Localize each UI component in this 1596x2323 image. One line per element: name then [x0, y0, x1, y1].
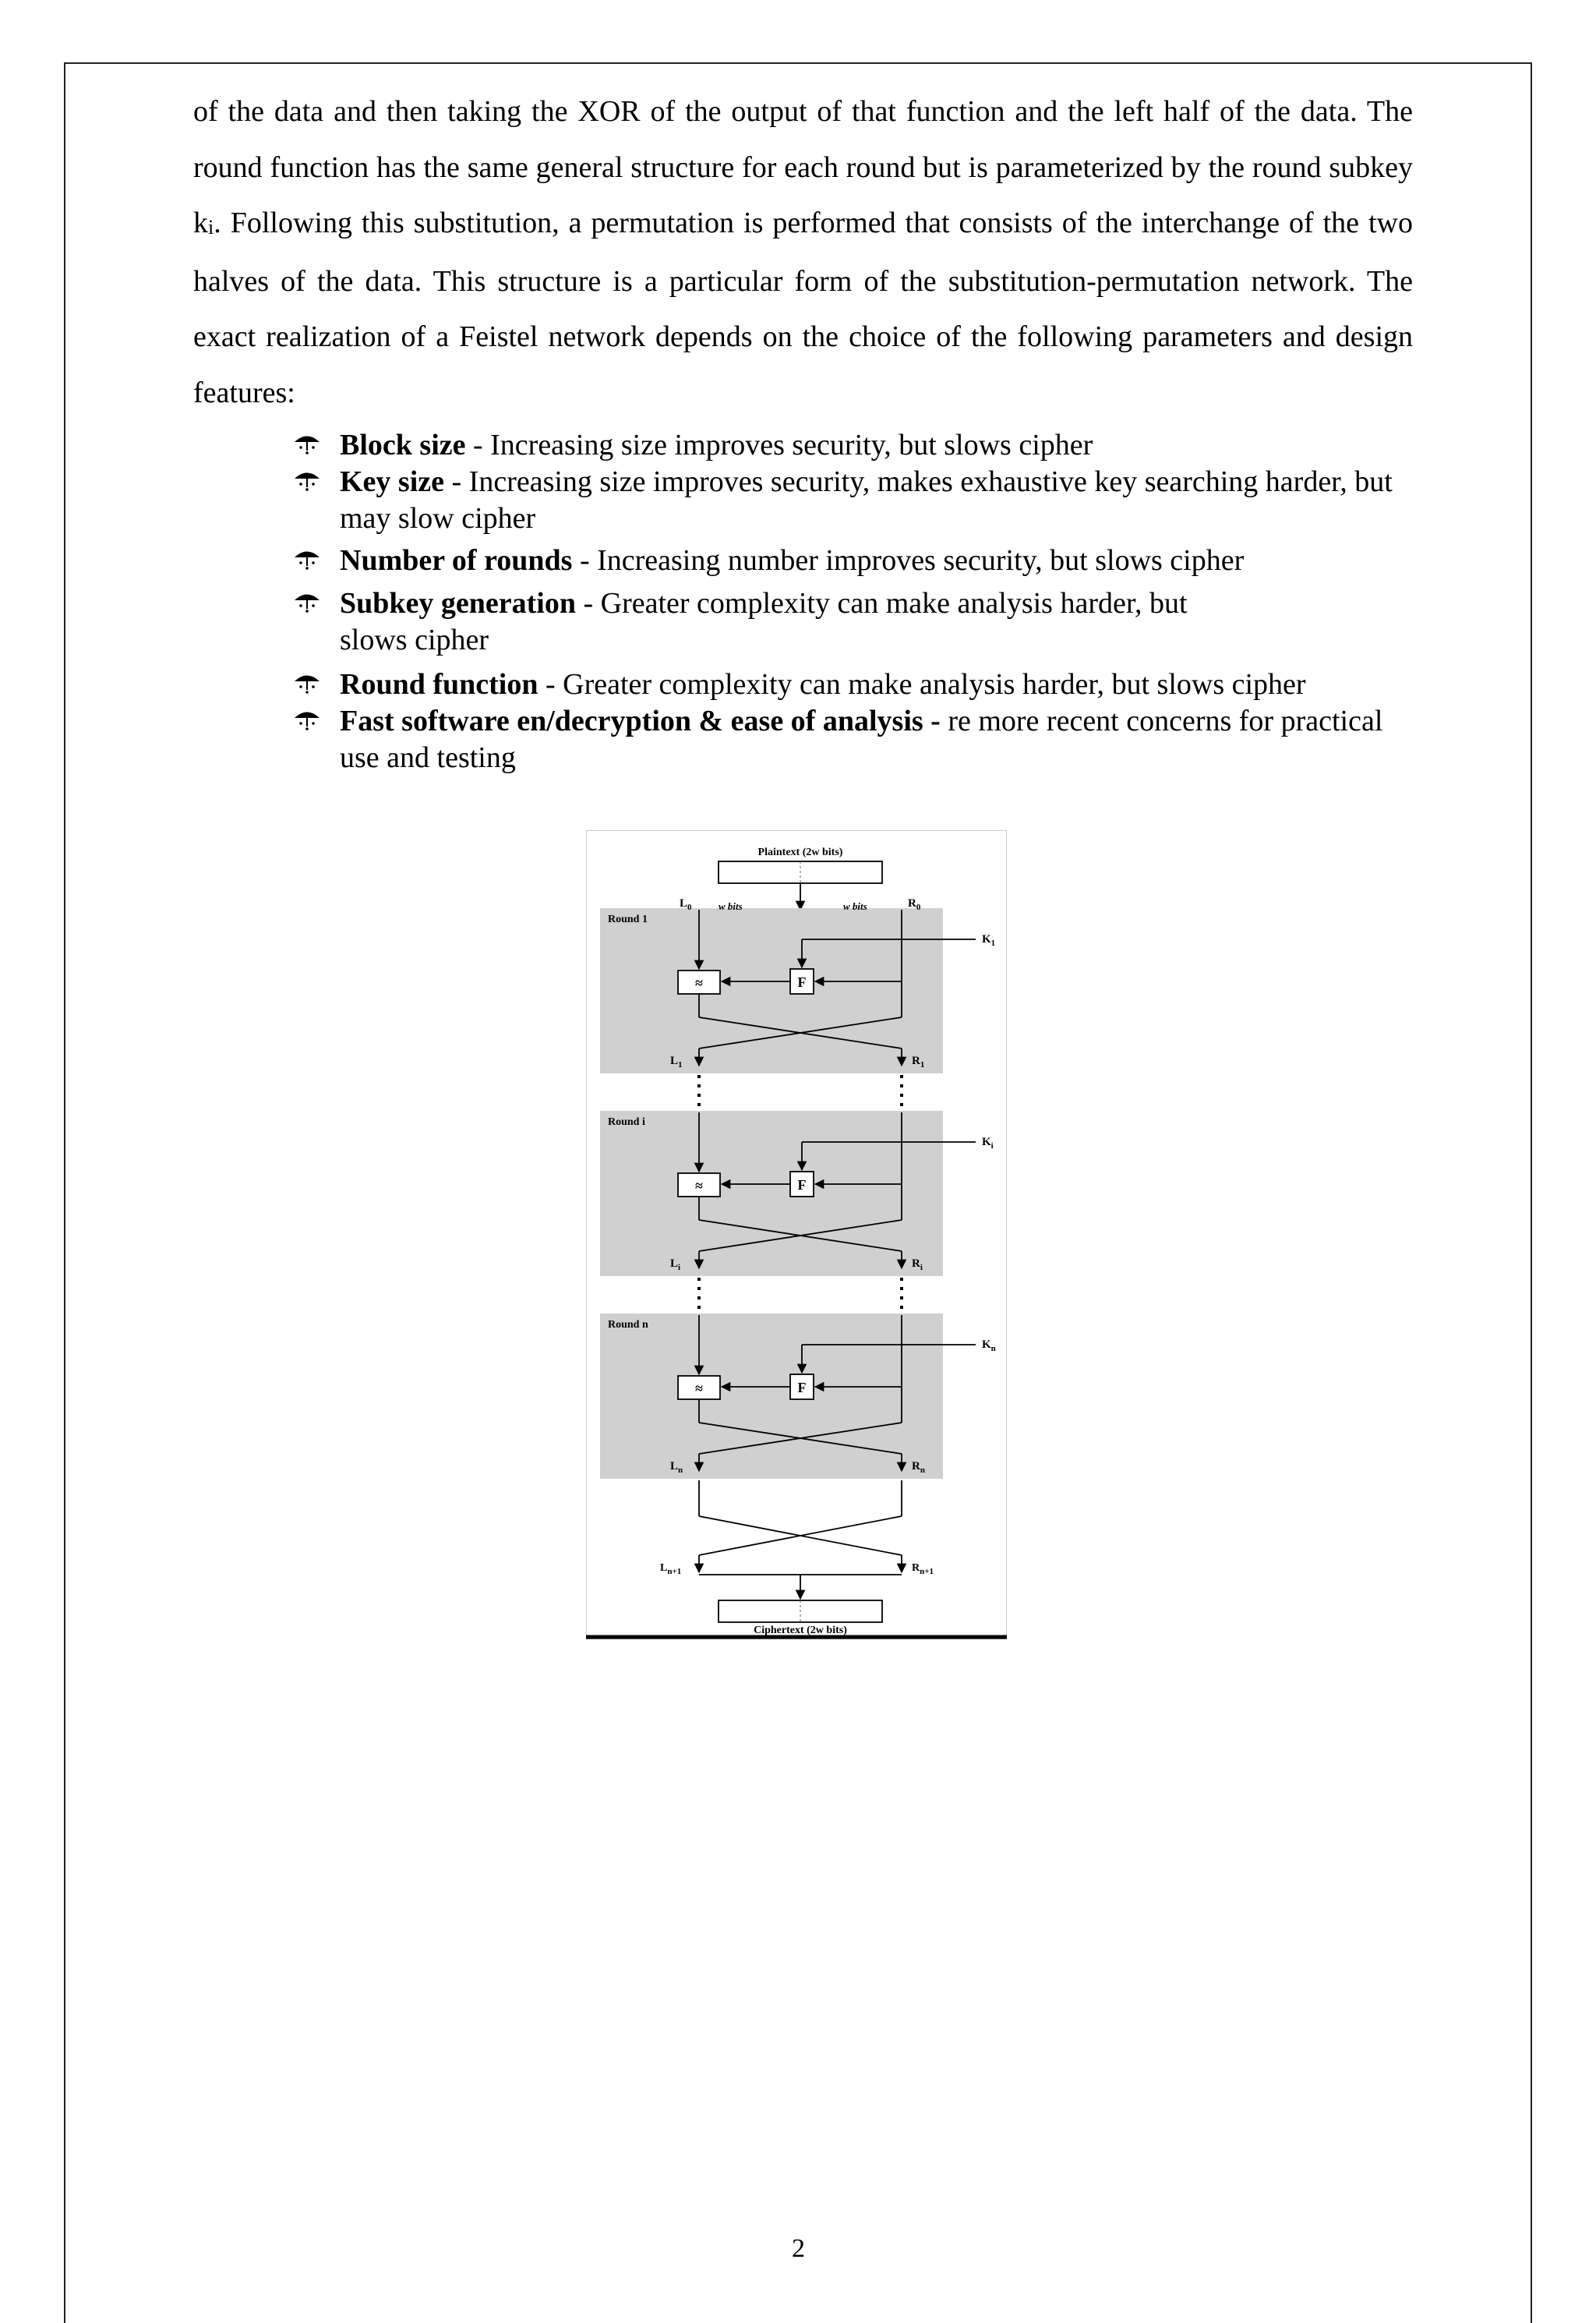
- key-label: $K_n$: [982, 1338, 996, 1353]
- feature-desc: - Greater complexity can make analysis harder, but: [575, 587, 1188, 620]
- feature-desc: - Increasing size improves security, but slows cipher: [465, 429, 1093, 461]
- round-background: [600, 1111, 943, 1276]
- feature-item-block-size: [290, 427, 1420, 464]
- xor-symbol: ≈: [695, 975, 703, 991]
- r0-label: $R_0$: [908, 897, 921, 912]
- ciphertext-label: Ciphertext (2w bits): [754, 1625, 847, 1636]
- feature-term: Number of rounds: [340, 544, 573, 577]
- l-output-label: $L_n$: [670, 1460, 683, 1475]
- feature-desc: - Increasing size improves security, makes exhaustive key searching harder, but may slow cipher: [340, 465, 1393, 535]
- feature-item-round-function: [290, 666, 1420, 703]
- umbrella-bullet-icon: [291, 585, 323, 622]
- feature-desc: - Greater complexity can make analysis harder, but slows cipher: [538, 668, 1306, 701]
- f-label: F: [797, 1177, 807, 1193]
- feature-term: Key size: [340, 465, 445, 498]
- r-output-label: $R_1$: [912, 1055, 925, 1070]
- xor-symbol: ≈: [695, 1178, 703, 1193]
- round-title: Round n: [608, 1319, 648, 1331]
- final-r-label: $R_{n+1}$: [912, 1562, 934, 1576]
- umbrella-bullet-icon: [291, 703, 323, 740]
- umbrella-bullet-icon: [291, 666, 323, 703]
- feistel-network-diagram: [586, 830, 1007, 1639]
- w-bits-right: w bits: [843, 900, 867, 912]
- feature-item-subkey-generation: [290, 585, 1420, 659]
- paragraph-text-2: . Following this substitution, a permutation is performed that consists of the interchange of the two halves of the data. This structure is a particular form of the substitution-permutation network. The exact realization of a Feistel network depends on the choice of the following parameters and design features:: [193, 207, 1413, 409]
- umbrella-bullet-icon: [291, 464, 323, 500]
- w-bits-left: w bits: [719, 900, 743, 912]
- r-output-label: $R_i$: [912, 1257, 923, 1272]
- page-number: 2: [792, 2234, 805, 2263]
- key-label: $K_1$: [982, 933, 996, 948]
- paragraph-text-1: of the data and then taking the XOR of the output of that function and the left half of the data. The round function has the same general structure for each round but is parameterized by the round subkey k: [193, 95, 1413, 239]
- feature-term: Fast software en/decryption & ease of analysis -: [340, 705, 941, 737]
- round-title: Round i: [608, 1116, 645, 1128]
- round-background: [600, 1314, 943, 1479]
- l-output-label: $L_i$: [670, 1257, 681, 1272]
- rounds-group: [600, 908, 996, 1501]
- round-background: [600, 908, 943, 1073]
- feature-term: Subkey generation: [340, 587, 576, 620]
- r-output-label: $R_n$: [912, 1460, 925, 1475]
- feature-list: [290, 427, 1420, 776]
- feature-item-fast-software: [290, 703, 1420, 776]
- umbrella-bullet-icon: [291, 543, 323, 579]
- feature-desc: - Increasing number improves security, but slows cipher: [572, 544, 1245, 577]
- feature-item-number-of-rounds: [290, 543, 1420, 579]
- subkey-subscript: i: [208, 216, 214, 239]
- l-output-label: $L_1$: [670, 1055, 683, 1070]
- feature-term: Round function: [340, 668, 538, 701]
- body-paragraph: [193, 84, 1413, 421]
- xor-symbol: ≈: [695, 1381, 703, 1396]
- feature-term: Block size: [340, 429, 466, 461]
- feature-desc-cont: slows cipher: [340, 624, 489, 656]
- f-label: F: [797, 1380, 807, 1395]
- l0-label: $L_0$: [680, 897, 692, 912]
- feature-desc: re more recent concerns for practical use and testing: [340, 705, 1383, 774]
- final-l-label: $L_{n+1}$: [660, 1562, 682, 1576]
- round-3: [600, 1314, 996, 1501]
- round-title: Round 1: [608, 914, 648, 925]
- key-label: $K_i$: [982, 1136, 994, 1151]
- umbrella-bullet-icon: [291, 427, 323, 464]
- feature-item-key-size: [290, 464, 1420, 537]
- f-label: F: [797, 974, 807, 990]
- plaintext-label: Plaintext (2w bits): [757, 847, 843, 858]
